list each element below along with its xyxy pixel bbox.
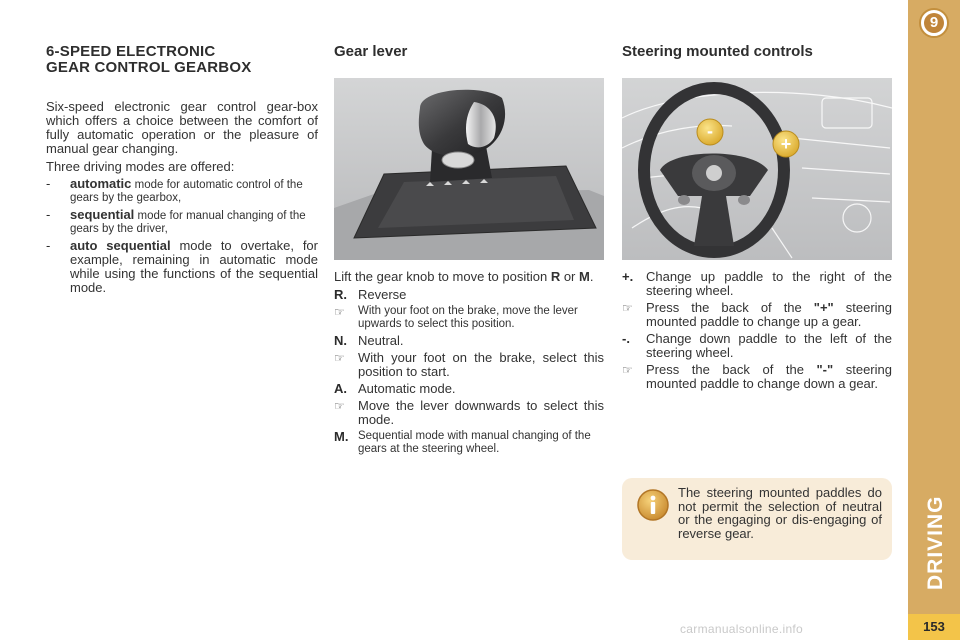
item-text: Reverse <box>358 287 407 302</box>
intro-paragraph: Six-speed electronic gear control gear-box which offers a choice between the comfort of fully automatic operation or the pleasure of manual gear changing. <box>46 99 318 156</box>
item-text-post: steering mounted paddle to change up a gear. <box>646 300 892 329</box>
mode-item-auto-sequential <box>46 239 318 295</box>
mode-text <box>70 208 318 236</box>
page-number: 153 <box>908 614 960 640</box>
steering-controls-list <box>622 270 892 391</box>
item-text-post: steering mounted paddle to change down a gear. <box>646 362 892 391</box>
item-label: +. <box>622 269 634 284</box>
watermark: carmanualsonline.info <box>680 622 804 636</box>
steering-controls-heading: Steering mounted controls <box>622 43 813 60</box>
list-item <box>622 270 892 298</box>
gear-lever-list <box>334 288 604 456</box>
position-m: M <box>579 269 590 284</box>
list-item <box>334 399 604 427</box>
info-text: The steering mounted paddles do not permit the selection of neutral or the engaging or dis-engaging of reverse gear. <box>678 485 882 541</box>
left-column <box>46 40 318 295</box>
pointing-hand-icon: ☞ <box>334 305 345 319</box>
list-item <box>622 332 892 360</box>
item-text-bold: "-" <box>816 362 834 377</box>
mode-desc: mode to overtake, for example, remaining in automatic mode while using the functions of the sequential mode. <box>70 238 318 295</box>
pointing-hand-icon: ☞ <box>622 363 633 377</box>
item-text-bold: "+" <box>813 300 834 315</box>
item-label: -. <box>622 331 630 346</box>
gear-lever-drawing <box>334 78 604 260</box>
steering-wheel-drawing <box>622 78 892 260</box>
item-text: Move the lever downwards to select this mode. <box>358 398 604 427</box>
intro-end: . <box>589 269 594 284</box>
mode-dash: - <box>46 176 51 191</box>
pointing-hand-icon: ☞ <box>334 399 345 413</box>
mode-dash: - <box>46 238 51 253</box>
steering-wheel-illustration <box>622 78 892 260</box>
item-text-pre: Press the back of the <box>646 300 814 315</box>
middle-column <box>334 40 604 456</box>
item-text-pre: Press the back of the <box>646 362 817 377</box>
item-text: Automatic mode. <box>358 381 456 396</box>
item-text: Change down paddle to the left of the steering wheel. <box>646 331 892 360</box>
list-item <box>334 351 604 379</box>
mode-text <box>70 239 318 295</box>
right-column <box>622 40 892 391</box>
gear-lever-intro <box>334 270 604 284</box>
list-item <box>334 305 604 331</box>
intro-text: Lift the gear knob to move to position <box>334 269 551 284</box>
item-text: Change up paddle to the right of the steering wheel. <box>646 269 892 298</box>
item-text <box>646 301 892 329</box>
mode-dash: - <box>46 207 51 222</box>
item-label: M. <box>334 429 349 444</box>
list-item <box>334 334 604 348</box>
paddle-minus-label: - <box>707 121 713 141</box>
chapter-tab <box>908 0 960 640</box>
list-item <box>334 430 604 456</box>
item-label: A. <box>334 381 347 396</box>
item-text: With your foot on the brake, move the lever upwards to select this position. <box>358 305 578 330</box>
item-text: With your foot on the brake, select this position to start. <box>358 350 604 379</box>
mode-text <box>70 177 318 205</box>
pointing-hand-icon: ☞ <box>622 301 633 315</box>
page-title <box>46 44 318 76</box>
info-icon <box>636 488 670 522</box>
mode-name: sequential <box>70 207 135 222</box>
chapter-badge <box>919 8 949 38</box>
list-item <box>334 382 604 396</box>
gear-lever-illustration <box>334 78 604 260</box>
pointing-hand-icon: ☞ <box>334 351 345 365</box>
mode-item-automatic <box>46 177 318 205</box>
intro-or: or <box>560 269 579 284</box>
modes-title: Three driving modes are offered: <box>46 159 235 174</box>
list-item <box>622 301 892 329</box>
item-label: N. <box>334 333 347 348</box>
chapter-number: 9 <box>924 13 944 33</box>
item-text <box>646 363 892 391</box>
title-line-2: GEAR CONTROL GEARBOX <box>46 59 252 76</box>
item-text: Sequential mode with manual changing of the gears at the steering wheel. <box>358 430 591 455</box>
info-box <box>622 478 892 560</box>
mode-item-sequential <box>46 208 318 236</box>
mode-desc: mode for manual changing of the gears by the driver, <box>70 210 306 235</box>
item-text: Neutral. <box>358 333 404 348</box>
mode-name: auto sequential <box>70 238 171 253</box>
list-item <box>334 288 604 302</box>
title-line-1: 6-SPEED ELECTRONIC <box>46 43 216 60</box>
position-r: R <box>550 269 561 284</box>
list-item <box>622 363 892 391</box>
item-label: R. <box>334 287 347 302</box>
chapter-label: DRIVING <box>924 495 947 590</box>
mode-desc: mode for automatic control of the gears by the gearbox, <box>70 179 303 204</box>
paddle-plus-label: + <box>780 134 792 154</box>
gear-lever-heading: Gear lever <box>334 43 408 60</box>
mode-name: automatic <box>70 176 132 191</box>
